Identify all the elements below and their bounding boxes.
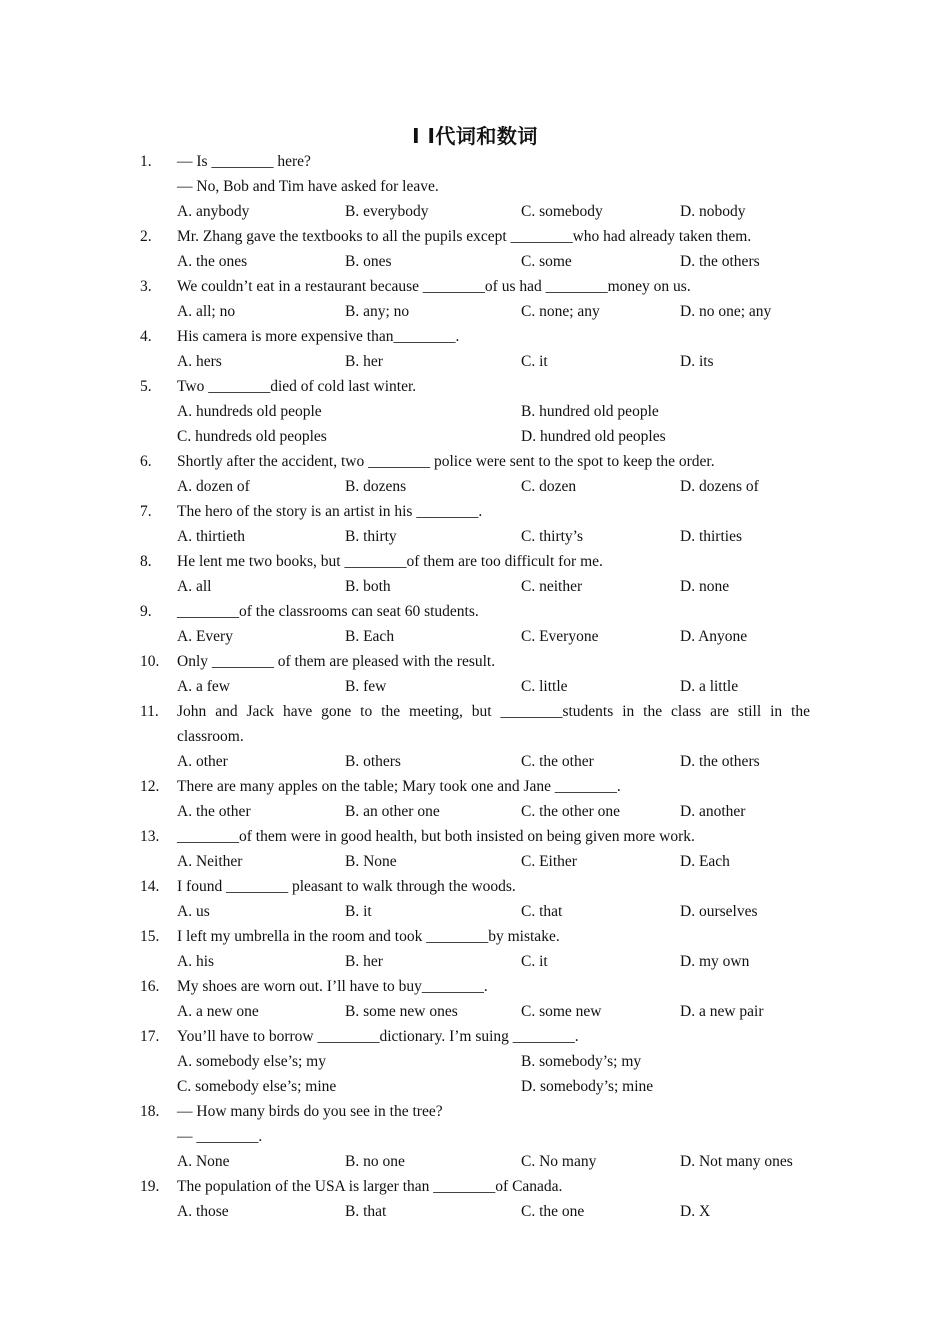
option-a: A. us bbox=[177, 903, 210, 920]
question-number: 7. bbox=[140, 503, 152, 520]
option-c: C. hundreds old peoples bbox=[177, 428, 327, 445]
question-stem: His camera is more expensive than________. bbox=[177, 328, 460, 345]
question-number: 6. bbox=[140, 453, 152, 470]
option-b: B. Each bbox=[345, 628, 395, 645]
option-c: C. Everyone bbox=[521, 628, 599, 645]
question-item bbox=[140, 599, 810, 649]
option-row bbox=[140, 1074, 810, 1099]
option-a: A. None bbox=[177, 1153, 230, 1170]
question-item bbox=[140, 374, 810, 449]
question-stem: Mr. Zhang gave the textbooks to all the pupils except ________who had already taken them. bbox=[177, 228, 752, 245]
question-item bbox=[140, 774, 810, 824]
question-stem: There are many apples on the table; Mary took one and Jane ________. bbox=[177, 778, 621, 795]
option-c: C. thirty’s bbox=[521, 528, 584, 545]
option-row bbox=[140, 349, 810, 374]
question-number: 18. bbox=[140, 1103, 160, 1120]
option-c: C. it bbox=[521, 953, 548, 970]
option-a: A. somebody else’s; my bbox=[177, 1053, 326, 1070]
option-c: C. somebody bbox=[521, 203, 603, 220]
option-b: B. that bbox=[345, 1203, 387, 1220]
option-c: C. it bbox=[521, 353, 548, 370]
question-stem: ________of them were in good health, but both insisted on being given more work. bbox=[177, 828, 695, 845]
option-b: B. ones bbox=[345, 253, 392, 270]
option-b: B. others bbox=[345, 753, 401, 770]
option-c: C. the other one bbox=[521, 803, 621, 820]
question-item bbox=[140, 974, 810, 1024]
option-a: A. the other bbox=[177, 803, 251, 820]
option-b: B. dozens bbox=[345, 478, 407, 495]
option-d: D. a new pair bbox=[680, 1003, 764, 1020]
option-c: C. somebody else’s; mine bbox=[177, 1078, 337, 1095]
question-stem: John and Jack have gone to the meeting, but ________students in the class are still in the bbox=[177, 703, 810, 720]
question-stem: My shoes are worn out. I’ll have to buy________. bbox=[177, 978, 488, 995]
option-d: D. ourselves bbox=[680, 903, 758, 920]
question-number: 12. bbox=[140, 778, 160, 795]
option-d: D. somebody’s; mine bbox=[521, 1078, 654, 1095]
option-d: D. its bbox=[680, 353, 714, 370]
option-b: B. an other one bbox=[345, 803, 440, 820]
option-c: C. little bbox=[521, 678, 568, 695]
option-d: D. thirties bbox=[680, 528, 742, 545]
option-b: B. hundred old people bbox=[521, 403, 659, 420]
option-row bbox=[140, 524, 810, 549]
option-d: D. nobody bbox=[680, 203, 746, 220]
option-b: B. no one bbox=[345, 1153, 405, 1170]
question-stem: The hero of the story is an artist in his ________. bbox=[177, 503, 483, 520]
option-row bbox=[140, 399, 810, 424]
question-item bbox=[140, 1174, 810, 1224]
question-item bbox=[140, 449, 810, 499]
option-row bbox=[140, 474, 810, 499]
question-number: 14. bbox=[140, 878, 160, 895]
option-c: C. some bbox=[521, 253, 572, 270]
option-d: D. the others bbox=[680, 253, 760, 270]
question-stem-continued: classroom. bbox=[177, 728, 244, 745]
question-number: 8. bbox=[140, 553, 152, 570]
question-item bbox=[140, 499, 810, 549]
option-a: A. all bbox=[177, 578, 212, 595]
question-stem: We couldn’t eat in a restaurant because ________of us had ________money on us. bbox=[177, 278, 691, 295]
option-row bbox=[140, 1049, 810, 1074]
option-row bbox=[140, 749, 810, 774]
option-row bbox=[140, 624, 810, 649]
question-number: 15. bbox=[140, 928, 160, 945]
option-a: A. all; no bbox=[177, 303, 236, 320]
question-item bbox=[140, 1024, 810, 1099]
question-stem: Only ________ of them are pleased with the result. bbox=[177, 653, 496, 670]
question-stem: I left my umbrella in the room and took ________by mistake. bbox=[177, 928, 560, 945]
option-row bbox=[140, 999, 810, 1024]
option-a: A. a new one bbox=[177, 1003, 259, 1020]
question-stem: ________of the classrooms can seat 60 students. bbox=[177, 603, 479, 620]
question-number: 9. bbox=[140, 603, 152, 620]
option-row bbox=[140, 1149, 810, 1174]
question-stem: The population of the USA is larger than ________of Canada. bbox=[177, 1178, 563, 1195]
option-a: A. hundreds old people bbox=[177, 403, 322, 420]
question-stem: — How many birds do you see in the tree? bbox=[177, 1103, 443, 1120]
option-d: D. the others bbox=[680, 753, 760, 770]
question-stem: He lent me two books, but ________of them are too difficult for me. bbox=[177, 553, 603, 570]
option-a: A. thirtieth bbox=[177, 528, 246, 545]
option-d: D. dozens of bbox=[680, 478, 759, 495]
option-row bbox=[140, 899, 810, 924]
question-number: 10. bbox=[140, 653, 160, 670]
question-stem: — Is ________ here? bbox=[177, 153, 311, 170]
option-a: A. anybody bbox=[177, 203, 250, 220]
option-b: B. everybody bbox=[345, 203, 429, 220]
option-row bbox=[140, 1199, 810, 1224]
question-stem: I found ________ pleasant to walk through the woods. bbox=[177, 878, 516, 895]
option-d: D. Each bbox=[680, 853, 730, 870]
option-a: A. other bbox=[177, 753, 228, 770]
option-row bbox=[140, 424, 810, 449]
question-item bbox=[140, 874, 810, 924]
option-b: B. few bbox=[345, 678, 387, 695]
question-item bbox=[140, 224, 810, 274]
question-number: 19. bbox=[140, 1178, 160, 1195]
option-b: B. her bbox=[345, 353, 383, 370]
question-item bbox=[140, 274, 810, 324]
option-d: D. Anyone bbox=[680, 628, 748, 645]
option-row bbox=[140, 674, 810, 699]
option-c: C. No many bbox=[521, 1153, 597, 1170]
option-b: B. None bbox=[345, 853, 397, 870]
option-d: D. none bbox=[680, 578, 730, 595]
option-row bbox=[140, 299, 810, 324]
question-item bbox=[140, 824, 810, 874]
option-c: C. that bbox=[521, 903, 563, 920]
option-d: D. no one; any bbox=[680, 303, 772, 320]
question-stem-continued: — No, Bob and Tim have asked for leave. bbox=[177, 178, 439, 195]
option-c: C. the one bbox=[521, 1203, 585, 1220]
question-item bbox=[140, 149, 810, 224]
option-d: D. X bbox=[680, 1203, 711, 1220]
question-number: 1. bbox=[140, 153, 152, 170]
option-row bbox=[140, 849, 810, 874]
option-a: A. Neither bbox=[177, 853, 243, 870]
question-stem-continued: — ________. bbox=[177, 1128, 263, 1145]
option-c: C. dozen bbox=[521, 478, 577, 495]
question-number: 5. bbox=[140, 378, 152, 395]
option-c: C. neither bbox=[521, 578, 583, 595]
option-b: B. her bbox=[345, 953, 383, 970]
question-stem: Shortly after the accident, two ________ police were sent to the spot to keep the order. bbox=[177, 453, 715, 470]
option-d: D. another bbox=[680, 803, 746, 820]
question-stem: You’ll have to borrow ________dictionary. I’m suing ________. bbox=[177, 1028, 579, 1045]
option-a: A. a few bbox=[177, 678, 230, 695]
option-b: B. any; no bbox=[345, 303, 410, 320]
question-number: 2. bbox=[140, 228, 152, 245]
option-row bbox=[140, 249, 810, 274]
option-b: B. both bbox=[345, 578, 391, 595]
option-d: D. a little bbox=[680, 678, 739, 695]
page-title: I I代词和数词 bbox=[412, 124, 538, 148]
question-item bbox=[140, 549, 810, 599]
option-a: A. those bbox=[177, 1203, 229, 1220]
option-d: D. hundred old peoples bbox=[521, 428, 666, 445]
question-number: 16. bbox=[140, 978, 160, 995]
option-a: A. the ones bbox=[177, 253, 248, 270]
option-d: D. my own bbox=[680, 953, 750, 970]
question-number: 4. bbox=[140, 328, 152, 345]
option-b: B. somebody’s; my bbox=[521, 1053, 642, 1070]
question-number: 17. bbox=[140, 1028, 160, 1045]
question-item bbox=[140, 699, 810, 774]
option-c: C. Either bbox=[521, 853, 577, 870]
option-c: C. none; any bbox=[521, 303, 600, 320]
question-item bbox=[140, 924, 810, 974]
option-c: C. the other bbox=[521, 753, 594, 770]
option-c: C. some new bbox=[521, 1003, 602, 1020]
option-row bbox=[140, 574, 810, 599]
option-b: B. thirty bbox=[345, 528, 397, 545]
option-a: A. his bbox=[177, 953, 215, 970]
question-stem: Two ________died of cold last winter. bbox=[177, 378, 417, 395]
question-item bbox=[140, 324, 810, 374]
question-number: 11. bbox=[140, 703, 159, 720]
question-list bbox=[140, 149, 810, 1224]
option-b: B. it bbox=[345, 903, 372, 920]
question-number: 3. bbox=[140, 278, 152, 295]
option-a: A. hers bbox=[177, 353, 222, 370]
option-row bbox=[140, 949, 810, 974]
question-number: 13. bbox=[140, 828, 160, 845]
question-item bbox=[140, 1099, 810, 1174]
option-row bbox=[140, 199, 810, 224]
option-d: D. Not many ones bbox=[680, 1153, 793, 1170]
option-a: A. Every bbox=[177, 628, 233, 645]
option-a: A. dozen of bbox=[177, 478, 250, 495]
question-item bbox=[140, 649, 810, 699]
option-row bbox=[140, 799, 810, 824]
option-b: B. some new ones bbox=[345, 1003, 458, 1020]
